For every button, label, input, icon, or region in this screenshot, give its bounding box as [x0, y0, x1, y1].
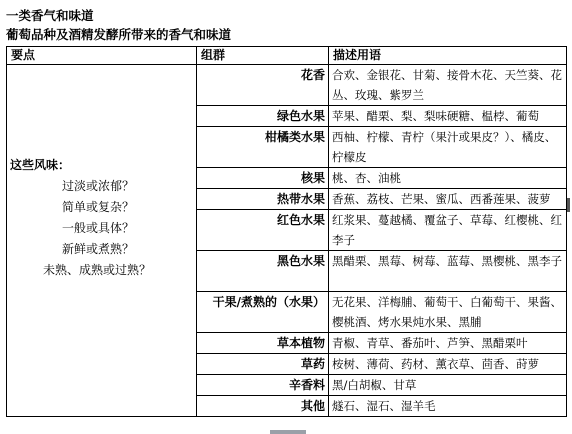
desc-cell: 黑/白胡椒、甘草 — [329, 375, 567, 396]
points-question: 未熟、成熟或过熟？ — [43, 263, 152, 277]
points-list — [7, 155, 196, 281]
points-question: 过淡或浓郁？ — [62, 179, 135, 193]
group-cell: 其他 — [197, 396, 329, 417]
group-cell: 草本植物 — [197, 333, 329, 354]
group-cell: 核果 — [197, 168, 329, 189]
points-question: 新鲜或煮熟？ — [62, 242, 135, 256]
desc-cell: 青椒、青草、番茄叶、芦笋、黑醋栗叶 — [329, 333, 567, 354]
desc-cell: 西柚、柠檬、青柠（果汁或果皮？）、橘皮、柠檬皮 — [329, 127, 567, 168]
vertical-scroll-indicator[interactable] — [567, 198, 570, 212]
header-group: 组群 — [197, 47, 329, 65]
section-subtitle: 葡萄品种及酒精发酵所带来的香气和味道 — [6, 27, 232, 42]
desc-cell: 苹果、醋栗、梨、梨味硬糖、榅桲、葡萄 — [329, 106, 567, 127]
points-question: 一般或具体？ — [62, 221, 135, 235]
group-cell: 柑橘类水果 — [197, 127, 329, 168]
group-cell: 花香 — [197, 65, 329, 106]
points-question: 简单或复杂？ — [62, 200, 135, 214]
desc-cell: 无花果、洋梅脯、葡萄干、白葡萄干、果酱、樱桃酒、烤水果炖水果、黑脯 — [329, 292, 567, 333]
aroma-table — [6, 46, 567, 417]
points-cell — [7, 65, 197, 417]
group-cell: 干果/煮熟的（水果） — [197, 292, 329, 333]
desc-cell: 桉树、薄荷、药材、薰衣草、茴香、莳萝 — [329, 354, 567, 375]
group-cell: 绿色水果 — [197, 106, 329, 127]
group-cell: 黑色水果 — [197, 251, 329, 292]
group-cell: 红色水果 — [197, 210, 329, 251]
table-row — [7, 65, 567, 106]
desc-cell: 合欢、金银花、甘菊、接骨木花、天竺葵、花丛、玫瑰、紫罗兰 — [329, 65, 567, 106]
group-cell: 热带水果 — [197, 189, 329, 210]
horizontal-scroll-indicator[interactable] — [270, 430, 306, 434]
section-title: 一类香气和味道 — [6, 8, 94, 23]
desc-cell: 红浆果、蔓越橘、覆盆子、草莓、红樱桃、红李子 — [329, 210, 567, 251]
points-lead: 这些风味： — [10, 158, 71, 172]
table-header-row — [7, 47, 567, 65]
desc-cell: 香蕉、荔枝、芒果、蜜瓜、西番莲果、菠萝 — [329, 189, 567, 210]
group-cell: 辛香料 — [197, 375, 329, 396]
desc-cell: 燧石、湿石、湿羊毛 — [329, 396, 567, 417]
header-desc: 描述用语 — [329, 47, 567, 65]
desc-cell: 黑醋栗、黑莓、树莓、蓝莓、黑樱桃、黑李子 — [329, 251, 567, 292]
desc-cell: 桃、杏、油桃 — [329, 168, 567, 189]
header-points: 要点 — [7, 47, 197, 65]
group-cell: 草药 — [197, 354, 329, 375]
